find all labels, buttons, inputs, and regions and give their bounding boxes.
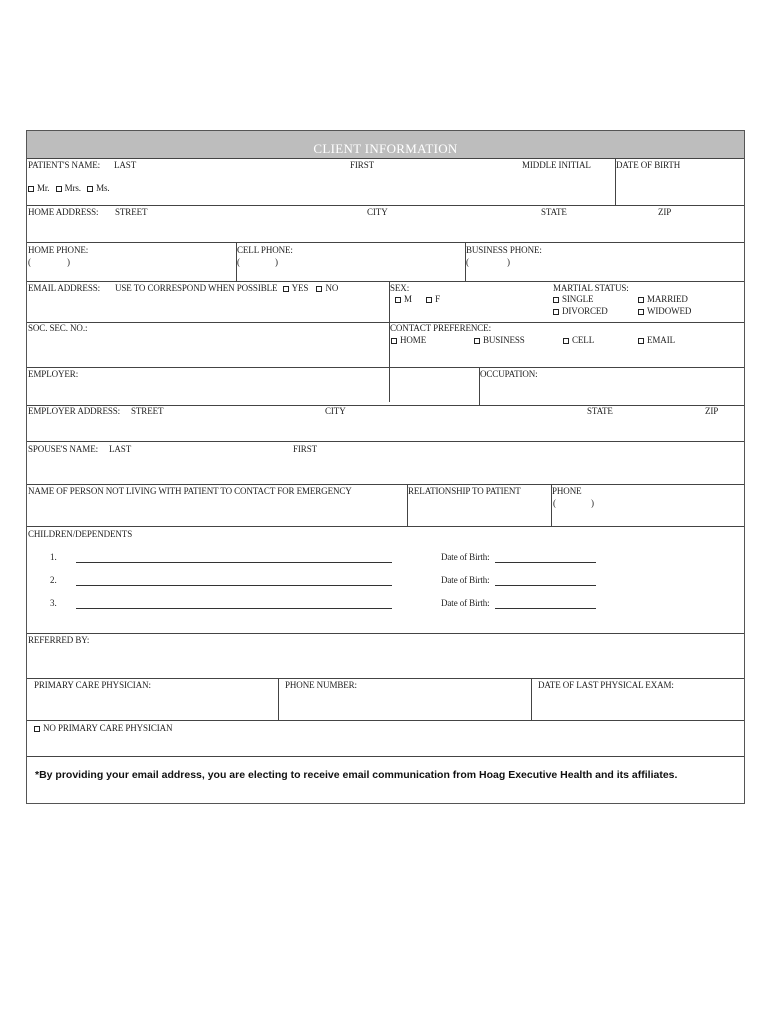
divider [27, 756, 744, 757]
primary-care-physician-label: PRIMARY CARE PHYSICIAN: [34, 680, 151, 690]
email-yes-checkbox[interactable] [283, 286, 289, 292]
business-phone-close-paren: ) [507, 257, 510, 267]
email-consent-notice: *By providing your email address, you are electing to receive email communication from Hoag Executive Health and its affiliates. [35, 769, 678, 781]
mr-label: Mr. [37, 183, 50, 193]
business-phone-open-paren: ( [466, 257, 469, 267]
divider [278, 678, 279, 720]
form-header [27, 131, 744, 159]
divider [27, 441, 744, 442]
pref-email-checkbox[interactable] [638, 338, 644, 344]
sex-m-checkbox[interactable] [395, 297, 401, 303]
divider [27, 242, 744, 243]
cell-phone-open-paren: ( [237, 257, 240, 267]
dependent-dob-field[interactable] [495, 562, 596, 563]
email-yes-label: YES [291, 283, 309, 293]
dependent-number: 3. [50, 598, 57, 608]
marital-status-label: MARTIAL STATUS: [553, 283, 629, 293]
referred-by-label: REFERRED BY: [28, 635, 90, 645]
email-no-checkbox[interactable] [316, 286, 322, 292]
email-use-label [115, 283, 338, 293]
divider [27, 633, 744, 634]
physician-phone-label: PHONE NUMBER: [285, 680, 357, 690]
home-address-label: HOME ADDRESS: [28, 207, 99, 217]
client-information-form [26, 130, 745, 804]
dependent-name-field[interactable] [76, 562, 392, 563]
home-phone-close-paren: ) [67, 257, 70, 267]
spouse-name-label: SPOUSE'S NAME: [28, 444, 98, 454]
no-physician-label: NO PRIMARY CARE PHYSICIAN [43, 723, 173, 733]
divider [27, 322, 744, 323]
home-street-label: STREET [115, 207, 148, 217]
pref-email [638, 335, 675, 345]
marital-married [638, 294, 688, 304]
divider [27, 720, 744, 721]
no-physician-checkbox[interactable] [34, 726, 40, 732]
home-phone-label: HOME PHONE: [28, 245, 89, 255]
marital-single [553, 294, 593, 304]
sex-label: SEX: [390, 283, 410, 293]
patient-middle-label: MIDDLE INITIAL [522, 160, 591, 170]
ms-label: Ms. [96, 183, 110, 193]
sex-f-checkbox[interactable] [426, 297, 432, 303]
business-phone-label: BUSINESS PHONE: [466, 245, 542, 255]
employer-label: EMPLOYER: [28, 369, 79, 379]
last-physical-exam-label: DATE OF LAST PHYSICAL EXAM: [538, 680, 674, 690]
patient-name-label: PATIENT'S NAME: [28, 160, 101, 170]
employer-zip-label: ZIP [705, 406, 719, 416]
spouse-first-label: FIRST [293, 444, 318, 454]
widowed-checkbox[interactable] [638, 309, 644, 315]
pref-business-checkbox[interactable] [474, 338, 480, 344]
sex-f-label: F [435, 294, 440, 304]
sex-m-label: M [404, 294, 412, 304]
title-options [28, 183, 110, 193]
dependent-dob-field[interactable] [495, 608, 596, 609]
employer-state-label: STATE [587, 406, 613, 416]
emergency-phone-label: PHONE [552, 486, 582, 496]
children-dependents-label: CHILDREN/DEPENDENTS [28, 529, 133, 539]
cell-phone-label: CELL PHONE: [237, 245, 293, 255]
employer-address-label: EMPLOYER ADDRESS: [28, 406, 121, 416]
contact-preference-label: CONTACT PREFERENCE: [390, 323, 491, 333]
pref-home [391, 335, 426, 345]
email-address-label: EMAIL ADDRESS: [28, 283, 101, 293]
email-no-label: NO [325, 283, 339, 293]
dependent-number: 1. [50, 552, 57, 562]
spouse-last-label: LAST [109, 444, 132, 454]
divider [27, 205, 744, 206]
divider [531, 678, 532, 720]
home-city-label: CITY [367, 207, 388, 217]
mr-checkbox[interactable] [28, 186, 34, 192]
divider [27, 484, 744, 485]
single-checkbox[interactable] [553, 297, 559, 303]
dependent-dob-field[interactable] [495, 585, 596, 586]
sex-options [395, 294, 440, 304]
divider [27, 281, 744, 282]
patient-first-label: FIRST [350, 160, 375, 170]
occupation-label: OCCUPATION: [480, 369, 538, 379]
pref-home-label: HOME [400, 335, 427, 345]
pref-business-label: BUSINESS [483, 335, 525, 345]
divider [389, 281, 390, 402]
dependent-dob-label: Date of Birth: [441, 575, 490, 585]
pref-cell-checkbox[interactable] [563, 338, 569, 344]
home-phone-open-paren: ( [28, 257, 31, 267]
home-zip-label: ZIP [658, 207, 672, 217]
marital-widowed [638, 306, 691, 316]
form-title: CLIENT INFORMATION [313, 141, 458, 156]
email-use-text: USE TO CORRESPOND WHEN POSSIBLE [115, 283, 278, 293]
divider [27, 526, 744, 527]
mrs-label: Mrs. [64, 183, 81, 193]
emergency-phone-close-paren: ) [591, 498, 594, 508]
divider [27, 367, 744, 368]
dependent-dob-label: Date of Birth: [441, 552, 490, 562]
home-state-label: STATE [541, 207, 567, 217]
ms-checkbox[interactable] [87, 186, 93, 192]
mrs-checkbox[interactable] [56, 186, 62, 192]
divorced-label: DIVORCED [562, 306, 608, 316]
pref-business [474, 335, 525, 345]
pref-email-label: EMAIL [647, 335, 675, 345]
dependent-name-field[interactable] [76, 608, 392, 609]
relationship-label: RELATIONSHIP TO PATIENT [408, 486, 521, 496]
dependent-name-field[interactable] [76, 585, 392, 586]
cell-phone-close-paren: ) [275, 257, 278, 267]
dependent-dob-label: Date of Birth: [441, 598, 490, 608]
widowed-label: WIDOWED [647, 306, 692, 316]
divider [27, 678, 744, 679]
patient-last-label: LAST [114, 160, 137, 170]
married-label: MARRIED [647, 294, 688, 304]
no-physician-option [34, 723, 172, 733]
married-checkbox[interactable] [638, 297, 644, 303]
date-of-birth-label: DATE OF BIRTH [616, 160, 681, 170]
pref-home-checkbox[interactable] [391, 338, 397, 344]
pref-cell [563, 335, 594, 345]
single-label: SINGLE [562, 294, 594, 304]
emergency-phone-open-paren: ( [553, 498, 556, 508]
marital-divorced [553, 306, 608, 316]
soc-sec-label: SOC. SEC. NO.: [28, 323, 88, 333]
dependent-number: 2. [50, 575, 57, 585]
divorced-checkbox[interactable] [553, 309, 559, 315]
employer-street-label: STREET [131, 406, 164, 416]
pref-cell-label: CELL [572, 335, 595, 345]
emergency-contact-label: NAME OF PERSON NOT LIVING WITH PATIENT TO CONTACT FOR EMERGENCY [28, 486, 352, 496]
employer-city-label: CITY [325, 406, 346, 416]
